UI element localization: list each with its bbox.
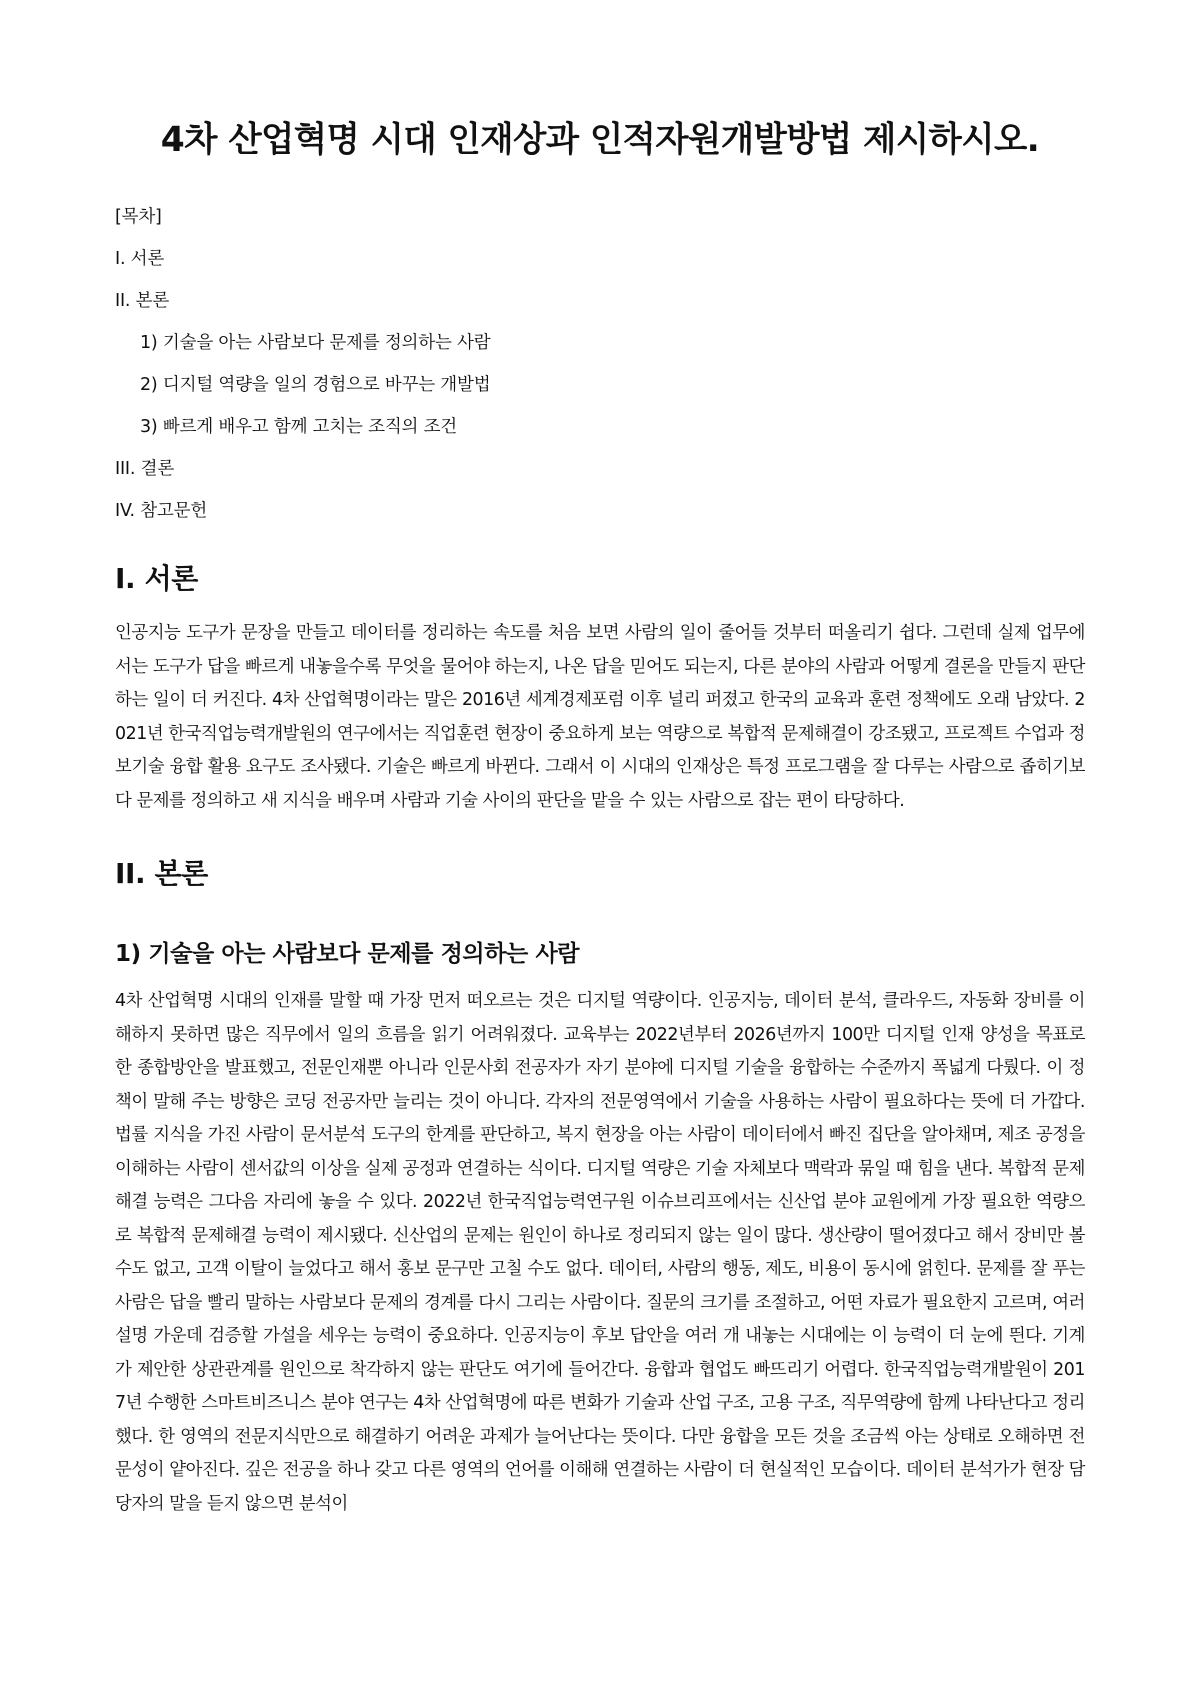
subsection-1-heading: 1) 기술을 아는 사람보다 문제를 정의하는 사람	[115, 941, 580, 968]
intro-heading: I. 서론	[115, 562, 198, 596]
table-of-contents	[115, 207, 1085, 521]
toc-item-intro: I. 서론	[115, 249, 165, 270]
intro-paragraph: 인공지능 도구가 문장을 만들고 데이터를 정리하는 속도를 처음 보면 사람의 일이 줄어들 것부터 떠올리기 쉽다. 그런데 실제 업무에서는 도구가 답을 빠르게 내놓을수록 무엇을 물어야 하는지, 나온 답을 믿어도 되는지, 다른 분야의 사람과 어떻게 결론을 만들지 판단하는 일이 더 커진다. 4차 산업혁명이라는 말은 2016년 세계경제포럼 이후 널리 퍼졌고 한국의 교육과 훈련 정책에도 오래 남았다. 2021년 한국직업능력개발원의 연구에서는 직업훈련 현장이 중요하게 보는 역량으로 복합적 문제해결이 강조됐고, 프로젝트 수업과 정보기술 융합 활용 요구도 조사됐다. 기술은 빠르게 바뀐다. 그래서 이 시대의 인재상은 특정 프로그램을 잘 다루는 사람으로 좁히기보다 문제를 정의하고 새 지식을 배우며 사람과 기술 사이의 판단을 맡을 수 있는 사람으로 잡는 편이 타당하다.	[115, 623, 1085, 811]
document-title: 4차 산업혁명 시대 인재상과 인적자원개발방법 제시하시오.	[160, 120, 1040, 160]
subsection-1-paragraph: 4차 산업혁명 시대의 인재를 말할 때 가장 먼저 떠오르는 것은 디지털 역량이다. 인공지능, 데이터 분석, 클라우드, 자동화 장비를 이해하지 못하면 많은 직무에서 일의 흐름을 읽기 어려워졌다. 교육부는 2022년부터 2026년까지 100만 디지털 인재 양성을 목표로 한 종합방안을 발표했고, 전문인재뿐 아니라 인문사회 전공자가 자기 분야에 디지털 기술을 융합하는 수준까지 폭넓게 다뤘다. 이 정책이 말해 주는 방향은 코딩 전공자만 늘리는 것이 아니다. 각자의 전문영역에서 기술을 사용하는 사람이 필요하다는 뜻에 더 가깝다. 법률 지식을 가진 사람이 문서분석 도구의 한계를 판단하고, 복지 현장을 아는 사람이 데이터에서 빠진 집단을 알아채며, 제조 공정을 이해하는 사람이 센서값의 이상을 실제 공정과 연결하는 식이다. 디지털 역량은 기술 자체보다 맥락과 묶일 때 힘을 낸다. 복합적 문제해결 능력은 그다음 자리에 놓을 수 있다. 2022년 한국직업능력연구원 이슈브리프에서는 신산업 분야 교원에게 가장 필요한 역량으로 복합적 문제해결 능력이 제시됐다. 신산업의 문제는 원인이 하나로 정리되지 않는 일이 많다. 생산량이 떨어졌다고 해서 장비만 볼 수도 없고, 고객 이탈이 늘었다고 해서 홍보 문구만 고칠 수도 없다. 데이터, 사람의 행동, 제도, 비용이 동시에 얽힌다. 문제를 잘 푸는 사람은 답을 빨리 말하는 사람보다 문제의 경계를 다시 그리는 사람이다. 질문의 크기를 조절하고, 어떤 자료가 필요한지 고르며, 여러 설명 가운데 검증할 가설을 세우는 능력이 중요하다. 인공지능이 후보 답안을 여러 개 내놓는 시대에는 이 능력이 더 눈에 띈다. 기계가 제안한 상관관계를 원인으로 착각하지 않는 판단도 여기에 들어간다. 융합과 협업도 빠뜨리기 어렵다. 한국직업능력개발원이 2017년 수행한 스마트비즈니스 분야 연구는 4차 산업혁명에 따른 변화가 기술과 산업 구조, 고용 구조, 직무역량에 함께 나타난다고 정리했다. 한 영역의 전문지식만으로 해결하기 어려운 과제가 늘어난다는 뜻이다. 다만 융합을 모든 것을 조금씩 아는 상태로 오해하면 전문성이 얕아진다. 깊은 전공을 하나 갖고 다른 영역의 언어를 이해해 연결하는 사람이 더 현실적인 모습이다. 데이터 분석가가 현장 담당자의 말을 듣지 않으면 분석이	[115, 991, 1085, 1514]
body-heading: II. 본론	[115, 857, 208, 891]
toc-item-body-3: 3) 빠르게 배우고 함께 고치는 조직의 조건	[140, 417, 458, 438]
toc-item-references: IV. 참고문헌	[115, 501, 208, 522]
toc-heading: [목차]	[115, 207, 162, 228]
toc-item-body-2: 2) 디지털 역량을 일의 경험으로 바꾸는 개발법	[140, 375, 491, 396]
toc-item-body-1: 1) 기술을 아는 사람보다 문제를 정의하는 사람	[140, 333, 491, 354]
toc-item-body: II. 본론	[115, 291, 170, 312]
toc-item-conclusion: III. 결론	[115, 459, 175, 480]
